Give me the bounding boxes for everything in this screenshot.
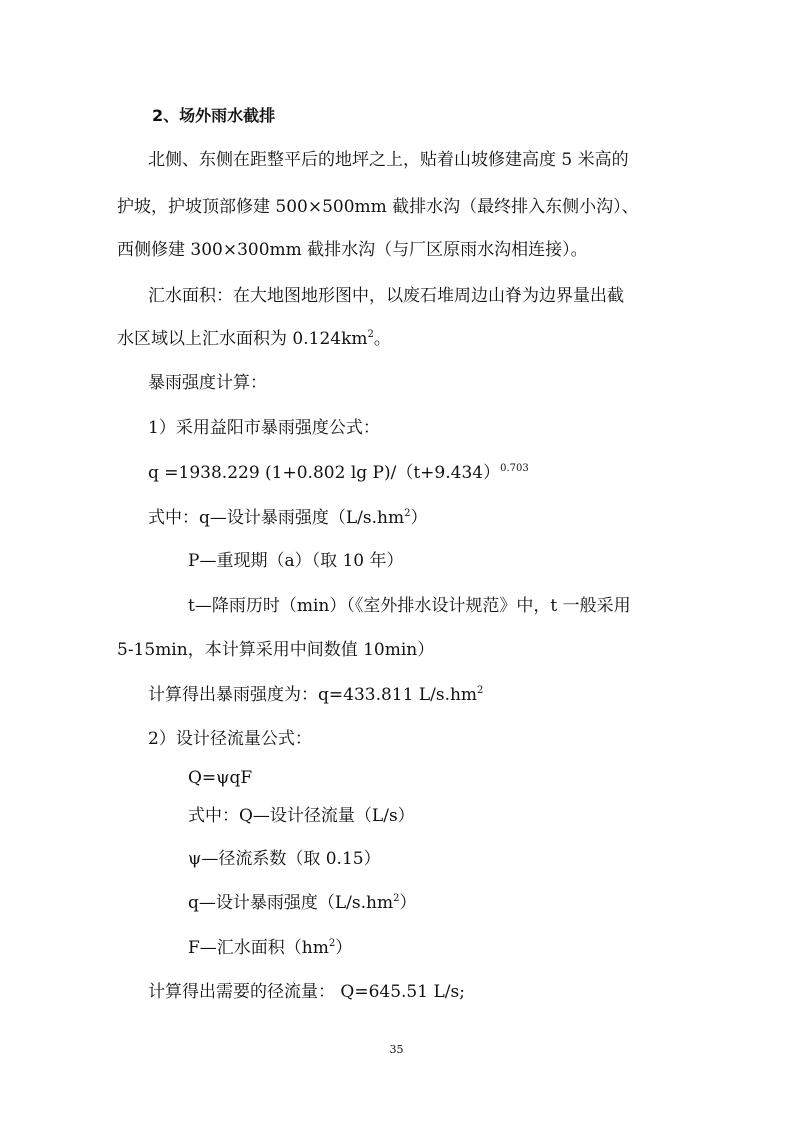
definition-line: 5-15min，本计算采用中间数值 10min） — [117, 640, 435, 660]
definition-line: F—汇水面积$(hm^2)$ — [188, 938, 353, 958]
paragraph-line: 水区域以上汇水面积为 $0.124km^2$。 — [117, 329, 391, 349]
paragraph-line: 汇水面积：在大地图地形图中，以废石堆周边山脊为边界量出截 — [148, 286, 624, 306]
paragraph-line: 北侧、东侧在距整平后的地坪之上，贴着山坡修建高度 5 米高的 — [148, 150, 629, 170]
definition-line: 式中：q—设计暴雨强度$(L/s.hm^2)$ — [148, 508, 428, 528]
paragraph-line: 护坡，护坡顶部修建 500×500mm 截排水沟（最终排入东侧小沟）、 — [117, 197, 639, 217]
item-title: 2）设计径流量公式： — [148, 729, 312, 749]
definition-line: q—设计暴雨强度$(L/s.hm^2)$ — [188, 893, 417, 913]
subsection-title: 暴雨强度计算： — [148, 373, 267, 393]
result-line: 计算得出暴雨强度为：q=433.811 $L/s.hm^2$ — [148, 685, 484, 705]
item-title: 1）采用益阳市暴雨强度公式： — [148, 418, 380, 438]
definition-line: t—降雨历时（min）（《室外排水设计规范》中，t 一般采用 — [188, 596, 631, 616]
result-line: 计算得出需要的径流量： Q=645.51 L/s; — [148, 982, 465, 1002]
section-heading: 2、场外雨水截排 — [152, 106, 276, 125]
formula: Q=ψqF — [188, 768, 253, 788]
definition-line: ψ—径流系数（取 0.15） — [188, 849, 381, 869]
formula: q =1938.229 (1+0.802 $\lg P)/(t+9.434)^{0.703}$ — [148, 463, 529, 483]
definition-line: P—重现期（a）（取 10 年） — [188, 551, 404, 571]
page-number: 35 — [389, 1043, 404, 1056]
definition-line: 式中：Q—设计径流量（L/s） — [188, 806, 415, 826]
paragraph-line: 西侧修建 300×300mm 截排水沟（与厂区原雨水沟相连接）。 — [117, 240, 588, 260]
